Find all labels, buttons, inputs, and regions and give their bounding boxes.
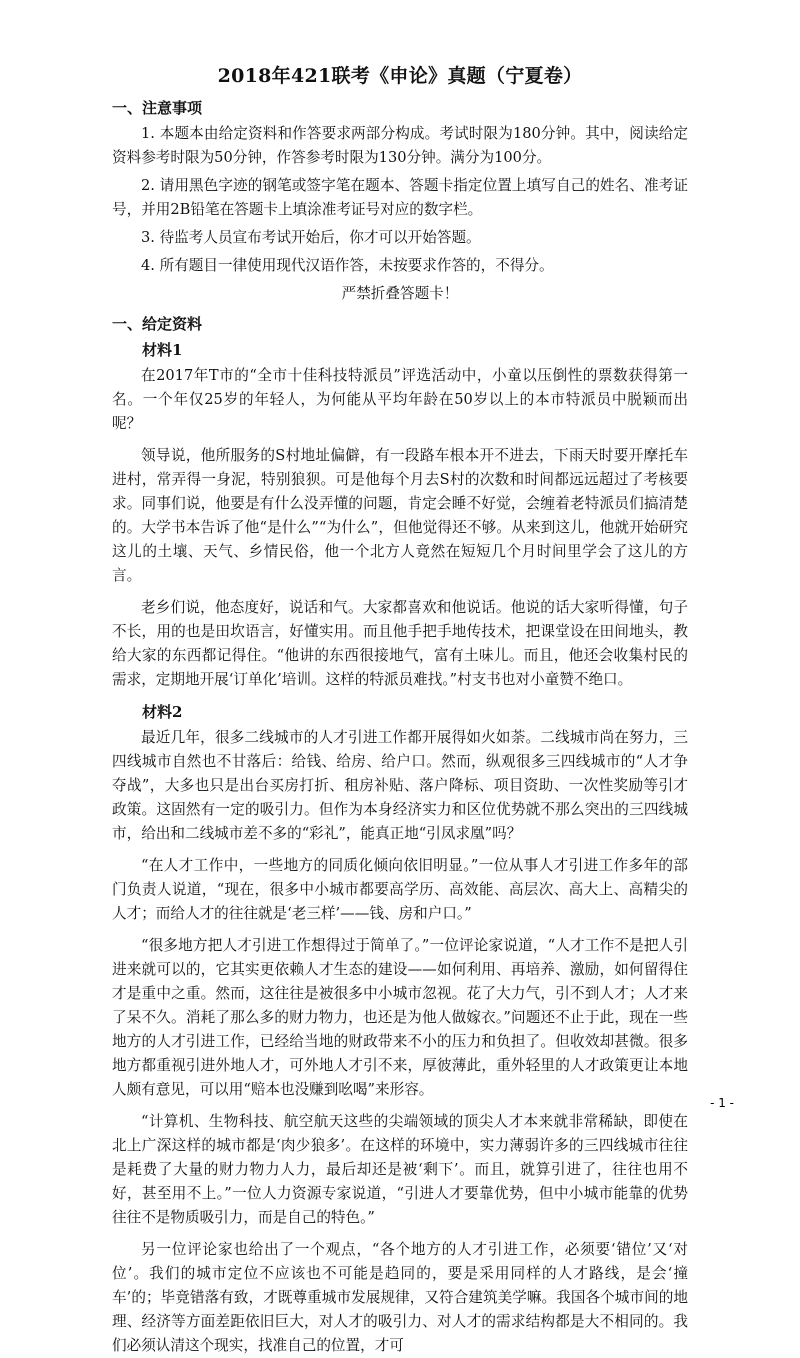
paragraph: 领导说，他所服务的S村地址偏僻，有一段路车根本开不进去，下雨天时要开摩托车进村，常弄得一身泥，特别狼狈。可是他每个月去S村的次数和时间都远远超过了考核要求。同事们说，他要是有什么没弄懂的问题，肯定会睡不好觉，会缠着老特派员们搞清楚的。大学书本告诉了他“是什么”“为什么”，但他觉得还不够。从来到这儿，他就开始研究这儿的土壤、天气、乡情民俗，他一个北方人竟然在短短几个月时间里学会了这儿的方言。 (112, 447, 688, 584)
paragraph: 另一位评论家也给出了一个观点，“各个地方的人才引进工作，必须要‘错位’又‘对位’。我们的城市定位不应该也不可能是趋同的，要是采用同样的人才路线，是会‘撞车’的；毕竟错落有致，才既尊重城市发展规律，又符合建筑美学嘛。我国各个城市间的地理、经济等方面差距依旧巨大，对人才的吸引力、对人才的需求结构都是大不相同的。我们必须认清这个现实，找准自己的位置，才可 (112, 1241, 688, 1354)
material-1-label: 材料1 (142, 341, 183, 359)
page-number: - 1 - (710, 1096, 734, 1110)
materials-heading: 一、给定资料 (112, 315, 203, 333)
notice-item: 2. 请用黑色字迹的钢笔或签字笔在题本、答题卡指定位置上填写自己的姓名、准考证号，并用2B铅笔在答题卡上填涂准考证号对应的数字栏。 (112, 177, 688, 218)
warning-text: 严禁折叠答题卡！ (341, 285, 459, 302)
notice-item: 1. 本题本由给定资料和作答要求两部分构成。考试时限为180分钟。其中，阅读给定资料参考时限为50分钟，作答参考时限为130分钟。满分为100分。 (112, 125, 688, 166)
paragraph: “在人才工作中，一些地方的同质化倾向依旧明显。”一位从事人才引进工作多年的部门负责人说道，“现在，很多中小城市都要高学历、高效能、高层次、高大上、高精尖的人才；而给人才的往往就是‘老三样’——钱、房和户口。” (112, 857, 688, 922)
paragraph: 最近几年，很多二线城市的人才引进工作都开展得如火如荼。二线城市尚在努力，三四线城市自然也不甘落后：给钱、给房、给户口。然而，纵观很多三四线城市的“人才争夺战”，大多也只是出台买房打折、租房补贴、落户降标、项目资助、一次性奖励等引才政策。这固然有一定的吸引力。但作为本身经济实力和区位优势就不那么突出的三四线城市，给出和二线城市差不多的“彩礼”，能真正地“引凤求凰”吗？ (112, 729, 688, 842)
notice-item: 3. 待监考人员宣布考试开始后，你才可以开始答题。 (141, 229, 481, 246)
page-title: 2018年421联考《申论》真题（宁夏卷） (217, 65, 583, 87)
notice-heading: 一、注意事项 (112, 99, 203, 117)
notice-item: 4. 所有题目一律使用现代汉语作答，未按要求作答的，不得分。 (141, 257, 554, 274)
material-2-label: 材料2 (142, 703, 183, 721)
paragraph: 老乡们说，他态度好，说话和气。大家都喜欢和他说话。他说的话大家听得懂，句子不长，用的也是田坎语言，好懂实用。而且他手把手地传技术，把课堂设在田间地头，教给大家的东西都记得住。“他讲的东西很接地气，富有土味儿。而且，他还会收集村民的需求，定期地开展‘订单化’培训。这样的特派员难找。”村支书也对小童赞不绝口。 (112, 599, 688, 688)
paragraph: “计算机、生物科技、航空航天这些的尖端领域的顶尖人才本来就非常稀缺，即使在北上广深这样的城市都是‘肉少狼多’。在这样的环境中，实力薄弱许多的三四线城市往往是耗费了大量的财力物力人力，最后却还是被‘剩下’。而且，就算引进了，往往也用不好，甚至用不上。”一位人力资源专家说道，“引进人才要靠优势，但中小城市能靠的优势往往不是物质吸引力，而是自己的特色。” (112, 1113, 688, 1226)
paragraph: 在2017年T市的“全市十佳科技特派员”评选活动中，小童以压倒性的票数获得第一名。一个年仅25岁的年轻人，为何能从平均年龄在50岁以上的本市特派员中脱颖而出呢？ (112, 367, 688, 432)
paragraph: “很多地方把人才引进工作想得过于简单了。”一位评论家说道，“人才工作不是把人引进来就可以的，它其实更依赖人才生态的建设——如何利用、再培养、激励，如何留得住才是重中之重。然而，这往往是被很多中小城市忽视。花了大力气，引不到人才；人才来了呆不久。消耗了那么多的财力物力，也还是为他人做嫁衣。”问题还不止于此，现在一些地方的人才引进工作，已经给当地的财政带来不小的压力和负担了。但收效却甚微。很多地方都重视引进外地人才，可外地人才引不来，厚彼薄此，重外轻里的人才政策更让本地人颇有意见，可以用“赔本也没赚到吆喝”来形容。 (112, 937, 688, 1098)
